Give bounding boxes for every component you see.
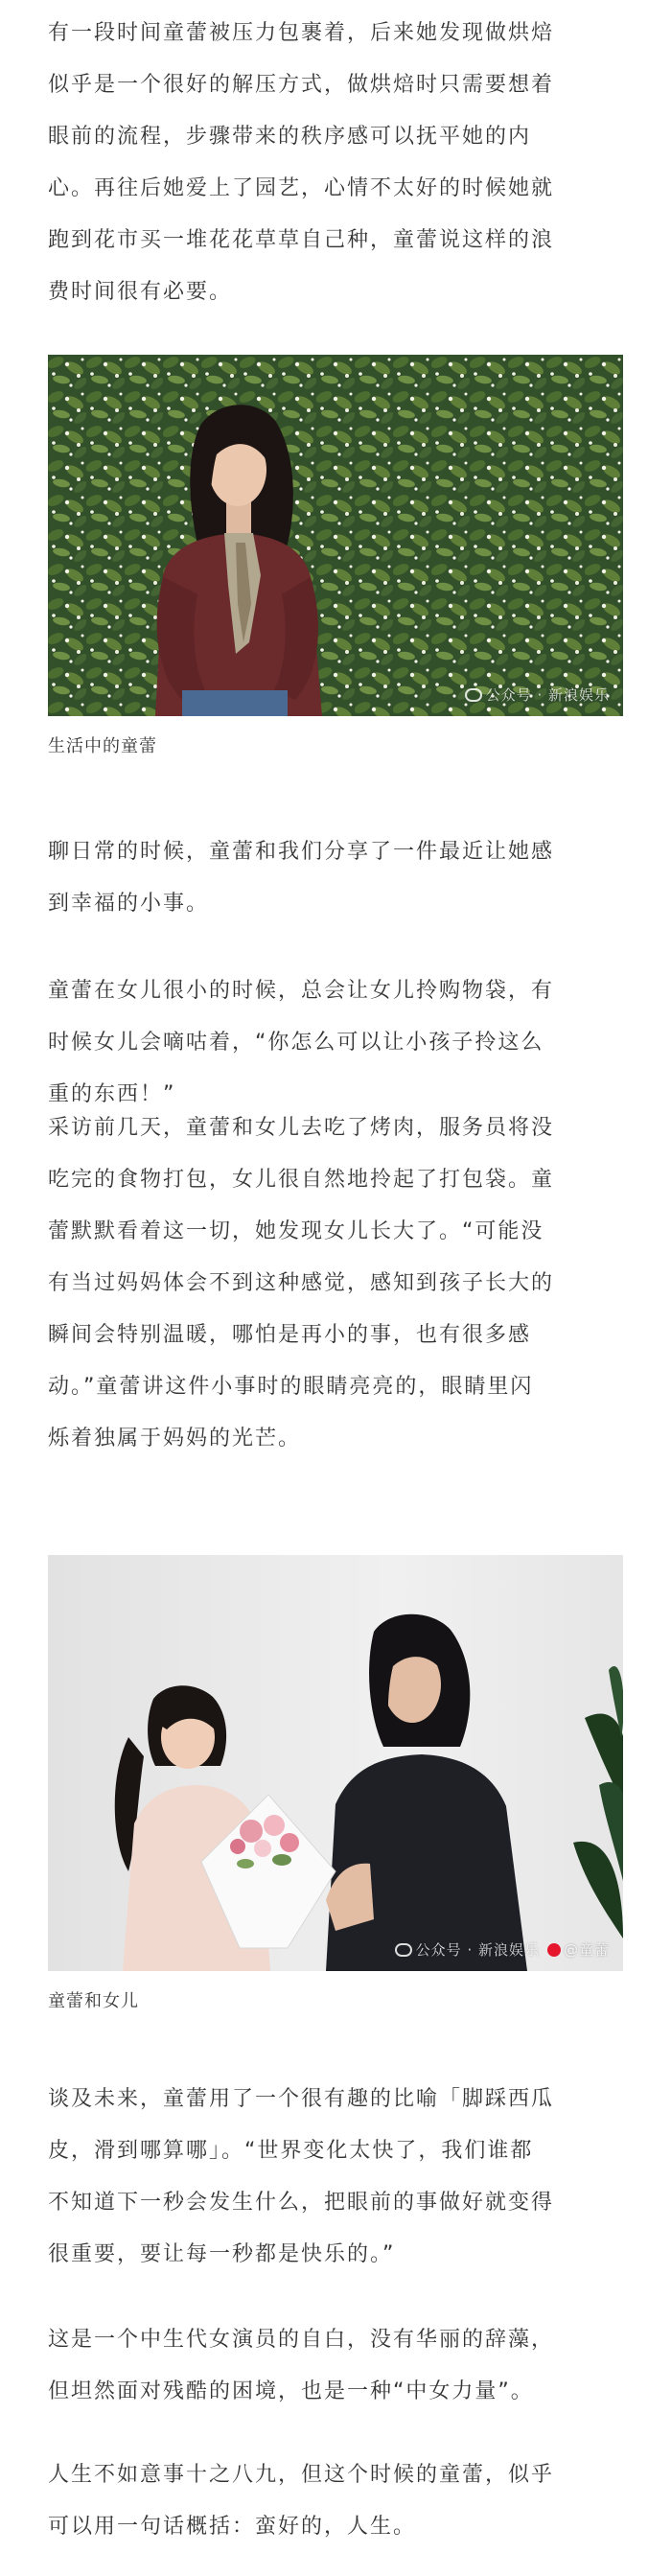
paragraph-daughter-grown: 采访前几天，童蕾和女儿去吃了烤肉，服务员将没 吃完的食物打包，女儿很自然地拎起了打包袋。童 蕾默默看着这一切，她发现女儿长大了。“可能没 有当过妈妈体会不到这种感觉，感知到孩子长大的 瞬间会特别温暖，哪怕是再小的事，也有很多感 动。”童蕾讲这件小事时的眼睛亮亮的，眼睛里闪 烁着独属于妈妈的光芒。	[48, 1116, 555, 1450]
photo-watermark: 公众号 · 新浪娱乐 @童蕾	[395, 1939, 610, 1960]
photo-watermark: 公众号 · 新浪娱乐	[465, 685, 610, 705]
photo-caption: 生活中的童蕾	[48, 736, 157, 756]
paragraph-shopping-bag: 童蕾在女儿很小的时候，总会让女儿拎购物袋，有 时候女儿会嘀咕着，“你怎么可以让小孩子拎这么 重的东西！”	[48, 979, 555, 1106]
paragraph-future-metaphor: 谈及未来，童蕾用了一个很有趣的比喻「脚踩西瓜 皮，滑到哪算哪」。“世界变化太快了，我们谁都 不知道下一秒会发生什么，把眼前的事做好就变得 很重要，要让每一秒都是快乐的。”	[48, 2087, 555, 2266]
photo-tong-lei-and-daughter	[48, 1555, 623, 1971]
paragraph-life-summary: 人生不如意事十之八九，但这个时候的童蕾，似乎 可以用一句话概括：蛮好的，人生。	[48, 2463, 555, 2539]
wechat-icon	[395, 1943, 412, 1957]
paragraph-baking-gardening: 有一段时间童蕾被压力包裹着，后来她发现做烘焙 似乎是一个很好的解压方式，做烘焙时只需要想着 眼前的流程，步骤带来的秩序感可以抚平她的内 心。再往后她爱上了园艺，心情不太好的时候她就 跑到花市买一堆花花草草自己种，童蕾说这样的浪 费时间很有必要。	[48, 21, 555, 304]
weibo-icon	[547, 1943, 561, 1957]
photo-mother-daughter	[48, 1555, 623, 1971]
photo-tong-lei-daily-life	[48, 355, 623, 716]
paragraph-happy-moment: 聊日常的时候，童蕾和我们分享了一件最近让她感 到幸福的小事。	[48, 840, 555, 916]
wechat-icon	[465, 688, 482, 702]
paragraph-middle-aged-strength: 这是一个中生代女演员的自白，没有华丽的辞藻， 但坦然面对残酷的困境，也是一种“中女力量”。	[48, 2328, 555, 2403]
photo-caption: 童蕾和女儿	[48, 1991, 139, 2011]
photo-hedge-portrait	[48, 355, 623, 716]
